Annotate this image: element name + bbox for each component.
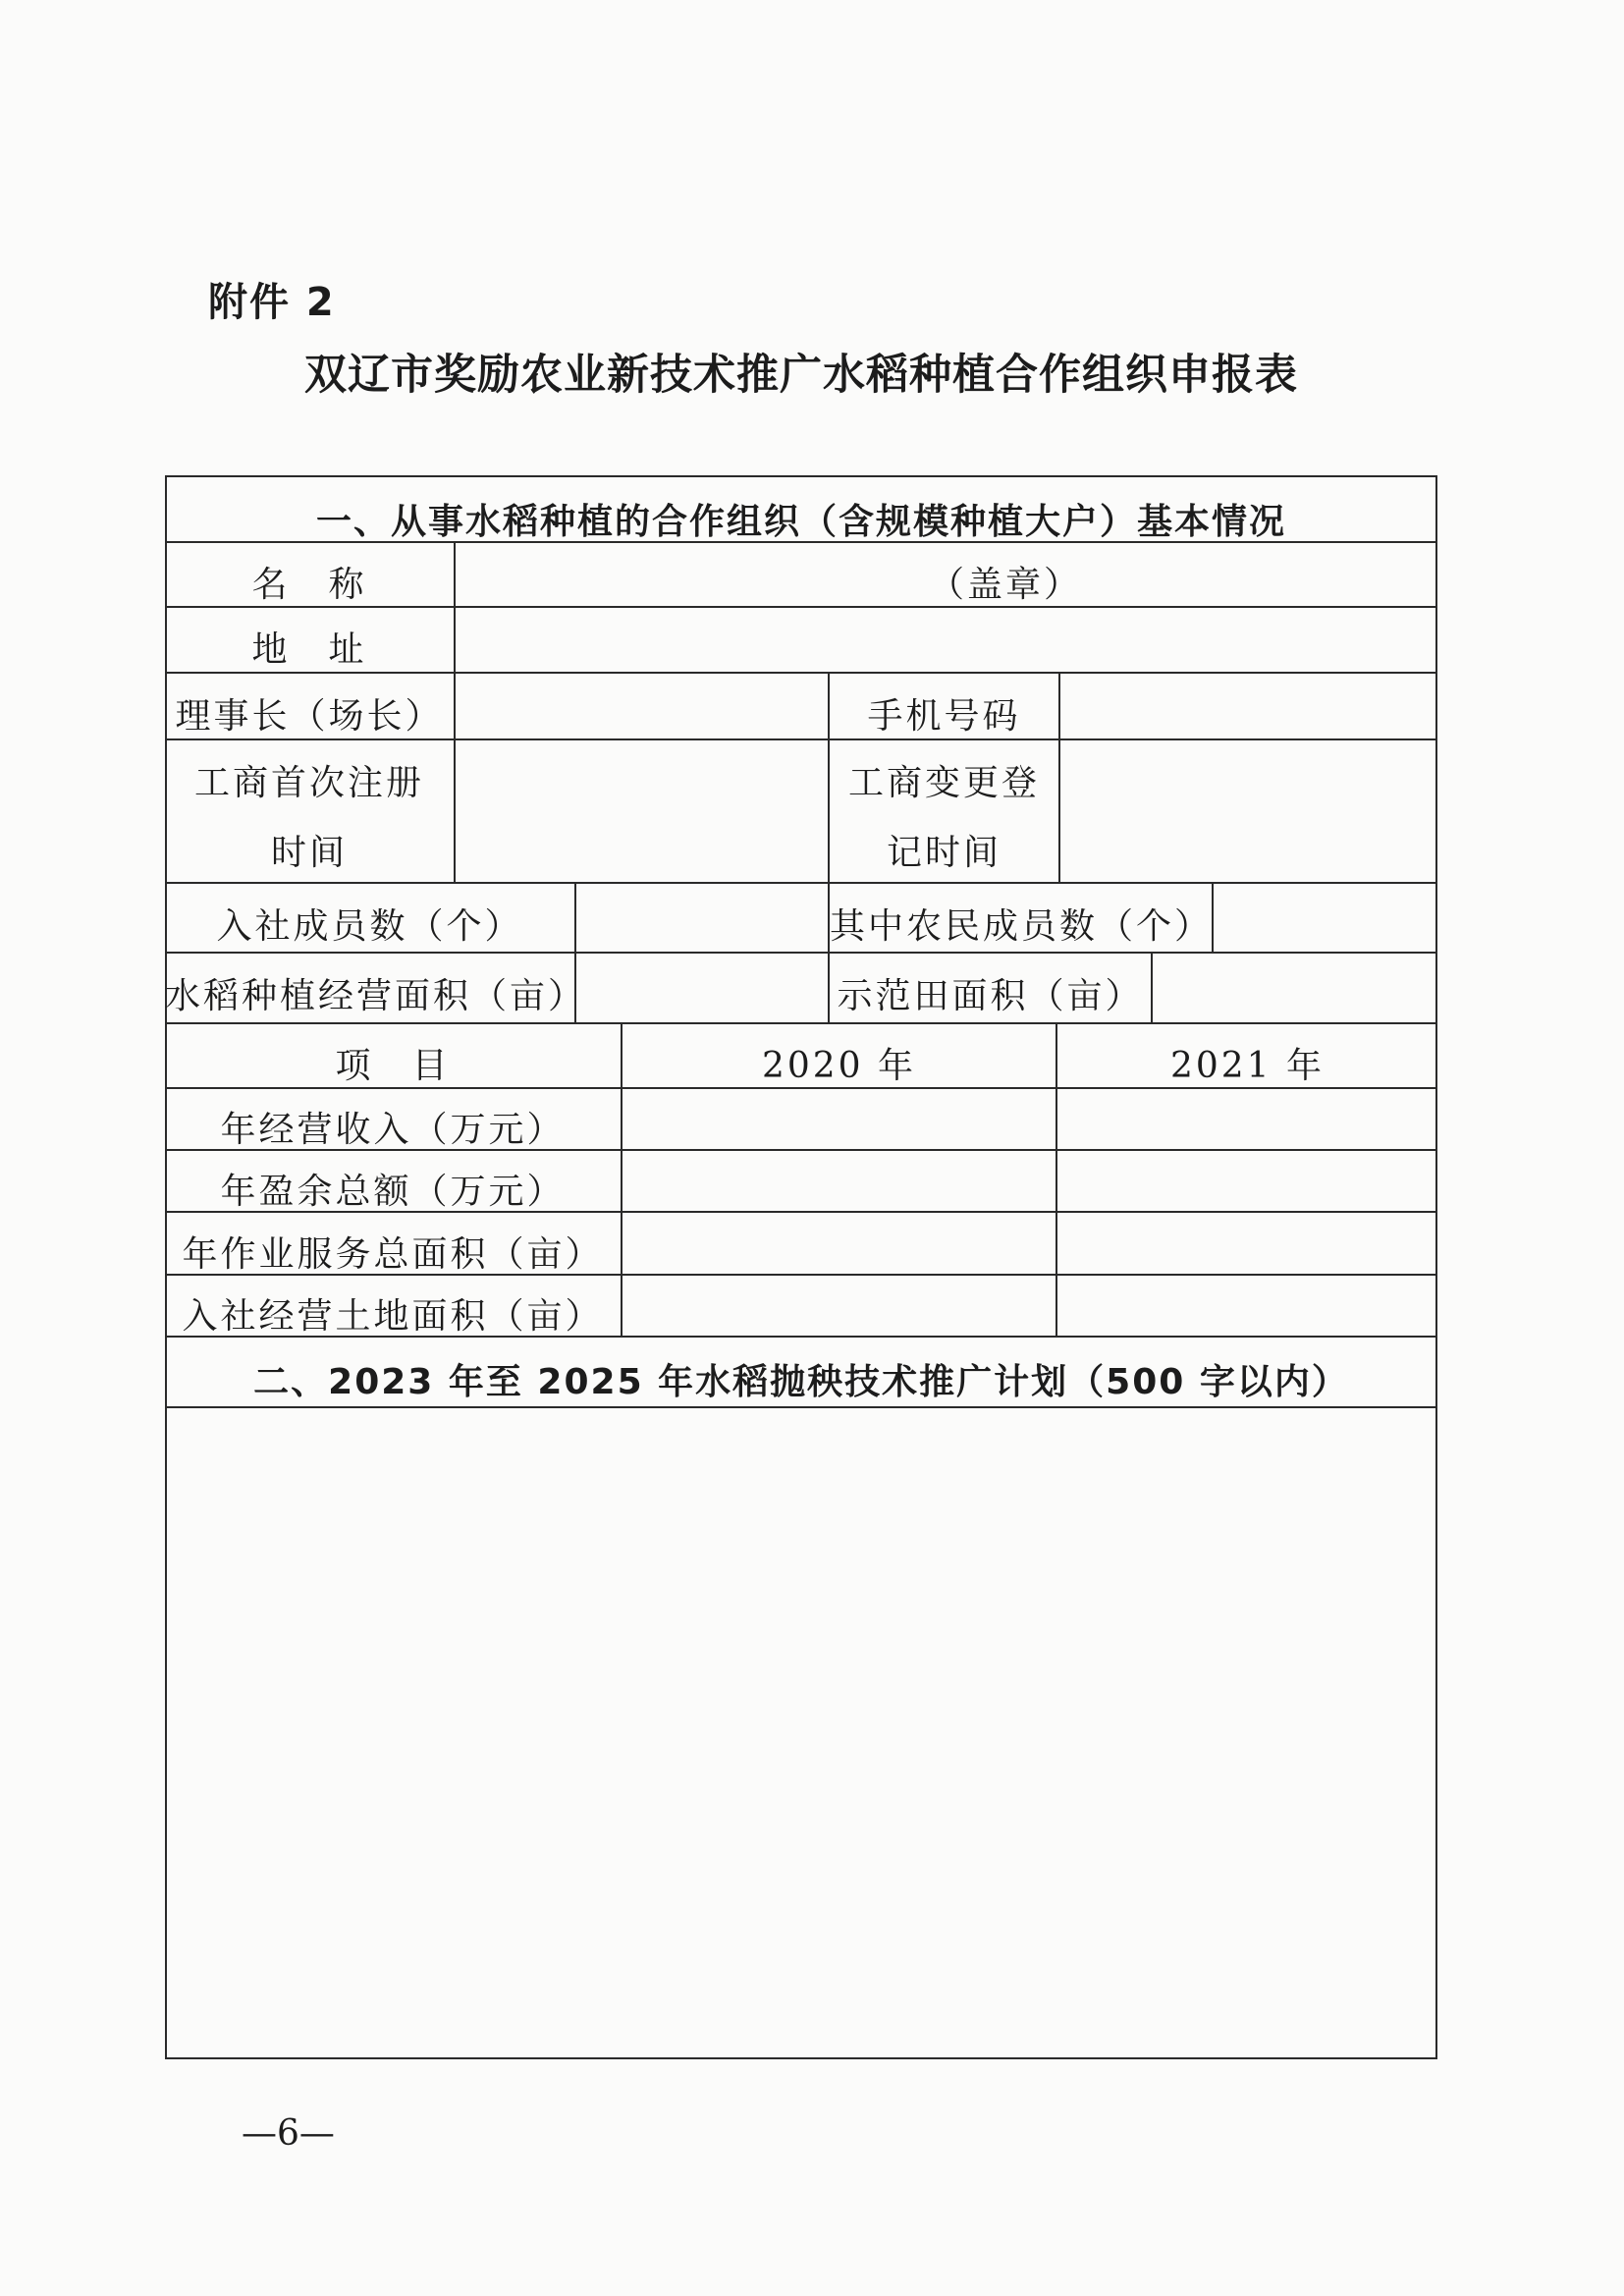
first-registration-field[interactable] [456,740,826,880]
first-registration-label: 工商首次注册 [193,763,424,803]
annual-revenue-2020-field[interactable] [623,1089,1054,1147]
row-divider [165,1022,1437,1024]
address-label: 地 址 [251,629,367,670]
annual-surplus-2021-field[interactable] [1057,1151,1435,1209]
farmer-members-field[interactable] [1214,884,1435,950]
page-number: —6— [242,2113,335,2154]
section-2-heading: 二、2023 年至 2025 年水稻抛秧技术推广计划（500 字以内） [253,1362,1349,1402]
change-registration-field[interactable] [1060,740,1435,880]
director-label: 理事长（场长） [175,696,444,737]
member-land-area-2021-field[interactable] [1057,1276,1435,1334]
annual-surplus-label: 年盈余总额（万元） [220,1172,566,1212]
phone-label: 手机号码 [867,696,1021,737]
year-2020-header: 2020 年 [761,1046,917,1086]
seal-note: （盖章） [928,565,1082,605]
member-land-area-2020-field[interactable] [623,1276,1054,1334]
demo-area-field[interactable] [1153,954,1435,1020]
first-registration-label-line2: 时间 [270,833,348,873]
phone-field[interactable] [1060,674,1435,737]
year-2021-header: 2021 年 [1169,1046,1326,1086]
item-column-header: 项 目 [335,1046,451,1086]
service-area-2021-field[interactable] [1057,1213,1435,1272]
annual-surplus-2020-field[interactable] [623,1151,1054,1209]
rice-area-label: 水稻种植经营面积（亩） [165,976,587,1016]
change-registration-label-line2: 记时间 [886,833,1001,873]
change-registration-label: 工商变更登 [847,763,1040,803]
name-label: 名 称 [251,565,367,605]
document-title: 双辽市奖励农业新技术推广水稻种植合作组织申报表 [304,351,1298,400]
address-field[interactable] [456,608,1435,670]
annual-revenue-label: 年经营收入（万元） [220,1110,566,1150]
service-area-label: 年作业服务总面积（亩） [182,1234,604,1275]
service-area-2020-field[interactable] [623,1213,1054,1272]
attachment-label: 附件 2 [208,280,336,325]
members-label: 入社成员数（个） [216,906,523,947]
promotion-plan-field[interactable] [167,1408,1435,2057]
farmer-members-label: 其中农民成员数（个） [830,906,1214,947]
section-1-heading: 一、从事水稻种植的合作组织（含规模种植大户）基本情况 [315,502,1286,542]
rice-area-field[interactable] [576,954,826,1020]
demo-area-label: 示范田面积（亩） [837,976,1144,1016]
member-land-area-label: 入社经营土地面积（亩） [182,1296,604,1337]
director-field[interactable] [456,674,826,737]
members-field[interactable] [576,884,826,950]
annual-revenue-2021-field[interactable] [1057,1089,1435,1147]
